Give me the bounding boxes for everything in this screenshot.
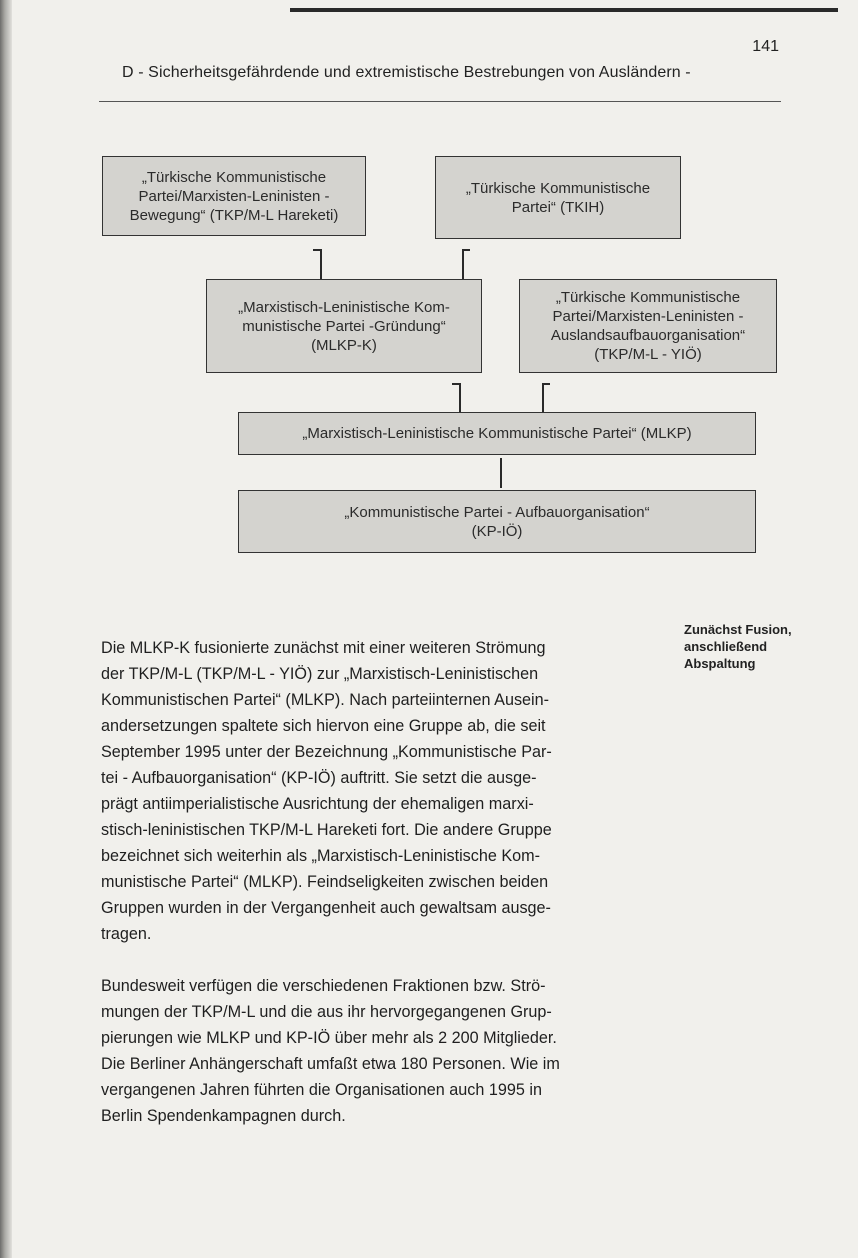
box-mlkp: „Marxistisch-Leninistische Kommunistische Partei“ (MLKP) [238, 412, 756, 455]
page-number: 141 [752, 38, 779, 55]
box-kp-io: „Kommunistische Partei - Aufbauorganisation“ (KP-IÖ) [238, 490, 756, 553]
running-header: D - Sicherheitsgefährdende und extremistische Bestrebungen von Ausländern - [122, 64, 691, 81]
header-divider [99, 101, 781, 102]
connector-mlkpk-vertical [459, 383, 461, 412]
connector-tkih-vertical [462, 249, 464, 279]
paragraph-membership: Bundesweit verfügen die verschiedenen Fraktionen bzw. Strö- mungen der TKP/M-L und die aus ihr hervorgegangenen Grup- pierungen wie MLKP und KP-IÖ über mehr als 2 200 Mitglieder. Die Berliner Anhängerschaft umfaßt etwa 180 Personen. Wie im vergangenen Jahren führten die Organisationen auch 1995 in Berlin Spendenkampagnen durch. [101, 977, 560, 1125]
page-top-edge [290, 8, 838, 12]
box-mlkp-k: „Marxistisch-Leninistische Kom- munistische Partei -Gründung“ (MLKP-K) [206, 279, 482, 373]
paragraph-fusion: Die MLKP-K fusionierte zunächst mit einer weiteren Strömung der TKP/M-L (TKP/M-L - YIÖ) zur „Marxistisch-Leninistischen Kommunistischen Partei“ (MLKP). Nach parteiinternen Ausein- andersetzungen spaltete sich hiervon eine Gruppe ab, die seit September 1995 unter der Bezeichnung „Kommunistische Par- tei - Aufbauorganisation“ (KP-IÖ) auftritt. Sie setzt die ausge- prägt antiimperialistische Ausrichtung der ehemaligen marxi- stisch-leninistischen TKP/M-L Hareketi fort. Die andere Gruppe bezeichnet sich weiterhin als „Marxistisch-Leninistische Kom- munistische Partei“ (MLKP). Feindseligkeiten zwischen beiden Gruppen wurden in der Vergangenheit auch gewaltsam ausge- tragen. [101, 639, 552, 943]
box-tkih: „Türkische Kommunistische Partei“ (TKIH) [435, 156, 681, 239]
box-tkpml-yio: „Türkische Kommunistische Partei/Marxisten-Leninisten - Auslandsaufbauorganisation“ (TKP/M-L - YIÖ) [519, 279, 777, 373]
page-binding-edge [0, 0, 12, 1258]
margin-note: Zunächst Fusion, anschließend Abspaltung [684, 622, 792, 671]
body-text [101, 609, 647, 1155]
connector-hareketi-vertical [320, 249, 322, 279]
connector-mlkp-vertical [500, 458, 502, 488]
connector-yio-vertical [542, 383, 544, 412]
box-tkpml-hareketi: „Türkische Kommunistische Partei/Marxisten-Leninisten - Bewegung“ (TKP/M-L Hareketi) [102, 156, 366, 236]
